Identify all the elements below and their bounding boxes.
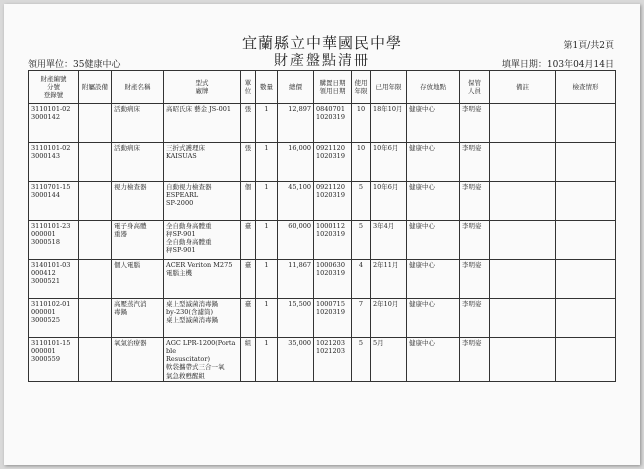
cell-keeper: 李明姿 (460, 221, 490, 260)
cell-keeper: 李明姿 (460, 299, 490, 338)
cell-model: ACER Veriton M275 電腦主機 (164, 260, 241, 299)
col-note: 備註 (490, 71, 556, 104)
col-code: 財產編號 分號 登錄號 (29, 71, 79, 104)
page-number: 第1頁/共2頁 (563, 41, 614, 51)
cell-attachment (79, 143, 112, 182)
cell-dates: 1021203 1021203 (314, 338, 352, 382)
cell-note (490, 299, 556, 338)
cell-note (490, 182, 556, 221)
cell-name: 活動病床 (112, 143, 164, 182)
col-name: 財產名稱 (112, 71, 164, 104)
cell-code: 3110102-01 000001 3000525 (29, 299, 79, 338)
cell-qty: 1 (256, 260, 278, 299)
cell-attachment (79, 338, 112, 382)
cell-unit: 臺 (241, 260, 256, 299)
cell-total: 35,000 (278, 338, 314, 382)
cell-model: 高昭氏床 藝金 JS-001 (164, 104, 241, 143)
cell-inspect (556, 221, 616, 260)
table-header-row (29, 71, 616, 104)
cell-location: 健康中心 (407, 260, 460, 299)
cell-inspect (556, 338, 616, 382)
col-qty: 數量 (256, 71, 278, 104)
cell-location: 健康中心 (407, 299, 460, 338)
cell-model: 全自動身高體重 秤SP-901 全自動身高體重 秤SP-901 (164, 221, 241, 260)
document-title: 財產盤點清冊 (274, 53, 370, 69)
cell-name: 電子身高體 重器 (112, 221, 164, 260)
cell-name: 氧氣治療器 (112, 338, 164, 382)
cell-note (490, 221, 556, 260)
col-attachment: 附屬設備 (79, 71, 112, 104)
cell-dates: 1000112 1020319 (314, 221, 352, 260)
cell-life: 5 (352, 338, 371, 382)
cell-total: 15,500 (278, 299, 314, 338)
cell-total: 60,000 (278, 221, 314, 260)
cell-used: 2年11月 (371, 260, 407, 299)
cell-qty: 1 (256, 338, 278, 382)
col-total: 總價 (278, 71, 314, 104)
cell-unit: 臺 (241, 299, 256, 338)
cell-life: 7 (352, 299, 371, 338)
cell-name: 活動病床 (112, 104, 164, 143)
col-model: 型式 廠牌 (164, 71, 241, 104)
cell-used: 2年10月 (371, 299, 407, 338)
cell-qty: 1 (256, 182, 278, 221)
cell-attachment (79, 182, 112, 221)
table-row (29, 299, 616, 338)
cell-code: 3110101-02 3000142 (29, 104, 79, 143)
cell-unit: 張 (241, 104, 256, 143)
table-row (29, 221, 616, 260)
cell-used: 10年6月 (371, 143, 407, 182)
cell-model: 自動視力檢查器 ESPEARL SP-2000 (164, 182, 241, 221)
inventory-table (28, 70, 616, 382)
cell-life: 5 (352, 182, 371, 221)
department-label: 領用單位：35健康中心 (28, 60, 121, 70)
cell-inspect (556, 143, 616, 182)
cell-used: 10年6月 (371, 182, 407, 221)
cell-note (490, 338, 556, 382)
cell-model: 桌上型滅菌消毒鍋 by-230(含濾筒) 桌上型滅菌消毒鍋 (164, 299, 241, 338)
cell-keeper: 李明姿 (460, 104, 490, 143)
cell-code: 3140101-03 000412 3000521 (29, 260, 79, 299)
cell-model: 三折式護理床 KAISUAS (164, 143, 241, 182)
col-used: 已用年限 (371, 71, 407, 104)
cell-unit: 個 (241, 182, 256, 221)
cell-attachment (79, 299, 112, 338)
cell-unit: 組 (241, 338, 256, 382)
cell-life: 10 (352, 143, 371, 182)
cell-unit: 張 (241, 143, 256, 182)
cell-dates: 0921120 1020319 (314, 143, 352, 182)
document-page (4, 4, 640, 465)
cell-inspect (556, 299, 616, 338)
cell-location: 健康中心 (407, 221, 460, 260)
cell-attachment (79, 104, 112, 143)
col-location: 存放地點 (407, 71, 460, 104)
cell-location: 健康中心 (407, 338, 460, 382)
cell-note (490, 260, 556, 299)
table-row (29, 338, 616, 382)
cell-qty: 1 (256, 143, 278, 182)
cell-life: 4 (352, 260, 371, 299)
table-row (29, 143, 616, 182)
cell-unit: 臺 (241, 221, 256, 260)
col-inspect: 檢查情形 (556, 71, 616, 104)
cell-name: 高壓蒸汽消 毒鍋 (112, 299, 164, 338)
cell-code: 3110101-15 000001 3000559 (29, 338, 79, 382)
table-row (29, 182, 616, 221)
cell-inspect (556, 182, 616, 221)
cell-dates: 1000630 1020319 (314, 260, 352, 299)
cell-total: 16,000 (278, 143, 314, 182)
cell-name: 個人電腦 (112, 260, 164, 299)
school-name: 宜蘭縣立中華國民中學 (241, 34, 402, 52)
col-life: 使用 年限 (352, 71, 371, 104)
cell-total: 11,867 (278, 260, 314, 299)
cell-code: 3110101-23 000001 3000518 (29, 221, 79, 260)
cell-attachment (79, 221, 112, 260)
cell-keeper: 李明姿 (460, 260, 490, 299)
cell-total: 45,100 (278, 182, 314, 221)
cell-qty: 1 (256, 221, 278, 260)
cell-name: 視力檢查器 (112, 182, 164, 221)
cell-used: 5月 (371, 338, 407, 382)
cell-life: 5 (352, 221, 371, 260)
cell-code: 3110101-02 3000143 (29, 143, 79, 182)
cell-note (490, 143, 556, 182)
cell-dates: 1000715 1020319 (314, 299, 352, 338)
cell-attachment (79, 260, 112, 299)
cell-qty: 1 (256, 104, 278, 143)
cell-life: 10 (352, 104, 371, 143)
col-dates: 購置日期 領用日期 (314, 71, 352, 104)
cell-location: 健康中心 (407, 143, 460, 182)
cell-inspect (556, 260, 616, 299)
cell-keeper: 李明姿 (460, 338, 490, 382)
cell-note (490, 104, 556, 143)
table-row (29, 260, 616, 299)
cell-dates: 0921120 1020319 (314, 182, 352, 221)
cell-model: AGC LPR-1200(Portable Resuscitator) 軟袋攜帶式三合一氧 氣急救甦醒組 (164, 338, 241, 382)
cell-total: 12,897 (278, 104, 314, 143)
cell-used: 18年10月 (371, 104, 407, 143)
table-row (29, 104, 616, 143)
fill-date: 填單日期：103年04月14日 (501, 60, 614, 70)
cell-keeper: 李明姿 (460, 143, 490, 182)
cell-keeper: 李明姿 (460, 182, 490, 221)
cell-code: 3110701-15 3000144 (29, 182, 79, 221)
col-unit: 單位 (241, 71, 256, 104)
cell-dates: 0840701 1020319 (314, 104, 352, 143)
cell-inspect (556, 104, 616, 143)
cell-location: 健康中心 (407, 104, 460, 143)
col-keeper: 保管 人員 (460, 71, 490, 104)
cell-qty: 1 (256, 299, 278, 338)
cell-location: 健康中心 (407, 182, 460, 221)
cell-used: 3年4月 (371, 221, 407, 260)
